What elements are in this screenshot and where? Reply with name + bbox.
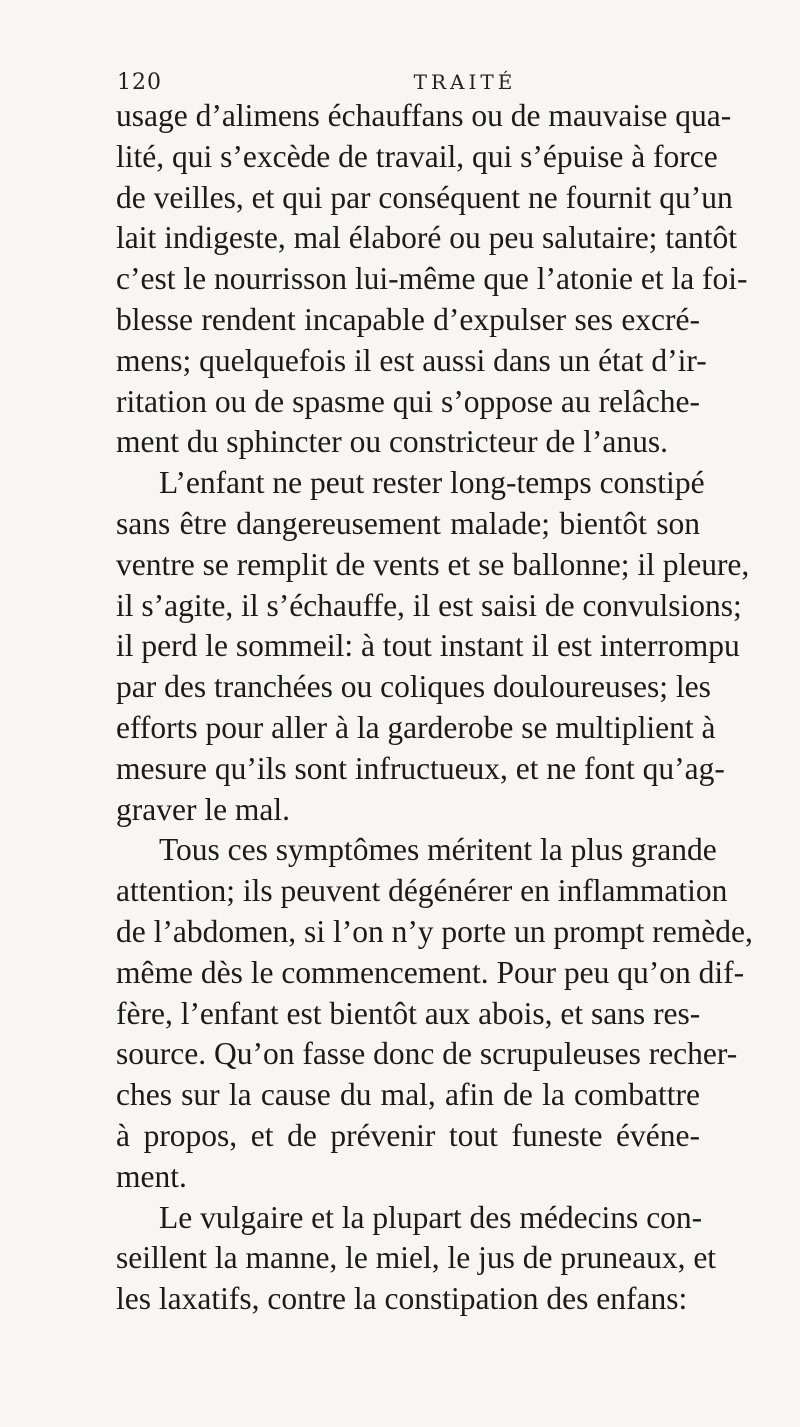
text-line: fère, l’enfant est bientôt aux abois, et sans res- (116, 995, 701, 1031)
text-line: à propos, et de prévenir tout funeste événe- (116, 1117, 700, 1153)
text-line: mesure qu’ils sont infructueux, et ne font qu’ag- (116, 750, 725, 786)
text-line: blesse rendent incapable d’expulser ses excré- (116, 301, 700, 337)
text-line: par des tranchées ou coliques douloureuses; les (116, 669, 711, 705)
text-line: source. Qu’on fasse donc de scrupuleuses recher- (116, 1036, 738, 1072)
body-text (116, 96, 753, 1320)
running-head: TRAITÉ (413, 70, 517, 94)
text-line: ches sur la cause du mal, afin de la combattre (116, 1077, 700, 1113)
text-line: ventre se remplit de vents et se ballonne; il pleure, (116, 546, 750, 582)
text-line: mens; quelquefois il est aussi dans un état d’ir- (116, 342, 707, 378)
text-line: de l’abdomen, si l’on n’y porte un prompt remède, (116, 913, 753, 949)
text-line: sans être dangereusement malade; bientôt son (116, 505, 700, 541)
text-line: efforts pour aller à la garderobe se multiplient à (116, 709, 716, 745)
text-line: de veilles, et qui par conséquent ne fournit qu’un (116, 179, 733, 215)
text-line: il perd le sommeil: à tout instant il est interrompu (116, 628, 740, 664)
text-line: seillent la manne, le miel, le jus de pruneaux, et (116, 1240, 717, 1276)
text-line: ment. (116, 1158, 187, 1194)
text-line: ritation ou de spasme qui s’oppose au relâche- (116, 383, 700, 419)
text-line: lait indigeste, mal élaboré ou peu salutaire; tantôt (116, 220, 738, 256)
text-line: ment du sphincter ou constricteur de l’anus. (116, 424, 668, 460)
text-line: même dès le commencement. Pour peu qu’on dif- (116, 954, 745, 990)
paragraph-start-line: L’enfant ne peut rester long-temps constipé (159, 465, 705, 501)
text-line: les laxatifs, contre la constipation des enfans: (116, 1281, 688, 1317)
text-line: usage d’alimens échauffans ou de mauvaise qua- (116, 98, 732, 133)
text-line: graver le mal. (116, 791, 291, 827)
paragraph-start-line: Le vulgaire et la plupart des médecins con- (159, 1199, 703, 1235)
text-line: c’est le nourrisson lui-même que l’atonie et la foi- (116, 261, 748, 297)
paragraph-start-line: Tous ces symptômes méritent la plus grande (159, 832, 717, 868)
text-line: lité, qui s’excède de travail, qui s’épuise à force (116, 138, 718, 174)
text-line: il s’agite, il s’échauffe, il est saisi de convulsions; (116, 587, 742, 623)
text-line: attention; ils peuvent dégénérer en inflammation (116, 873, 728, 909)
page-number: 120 (117, 70, 162, 95)
